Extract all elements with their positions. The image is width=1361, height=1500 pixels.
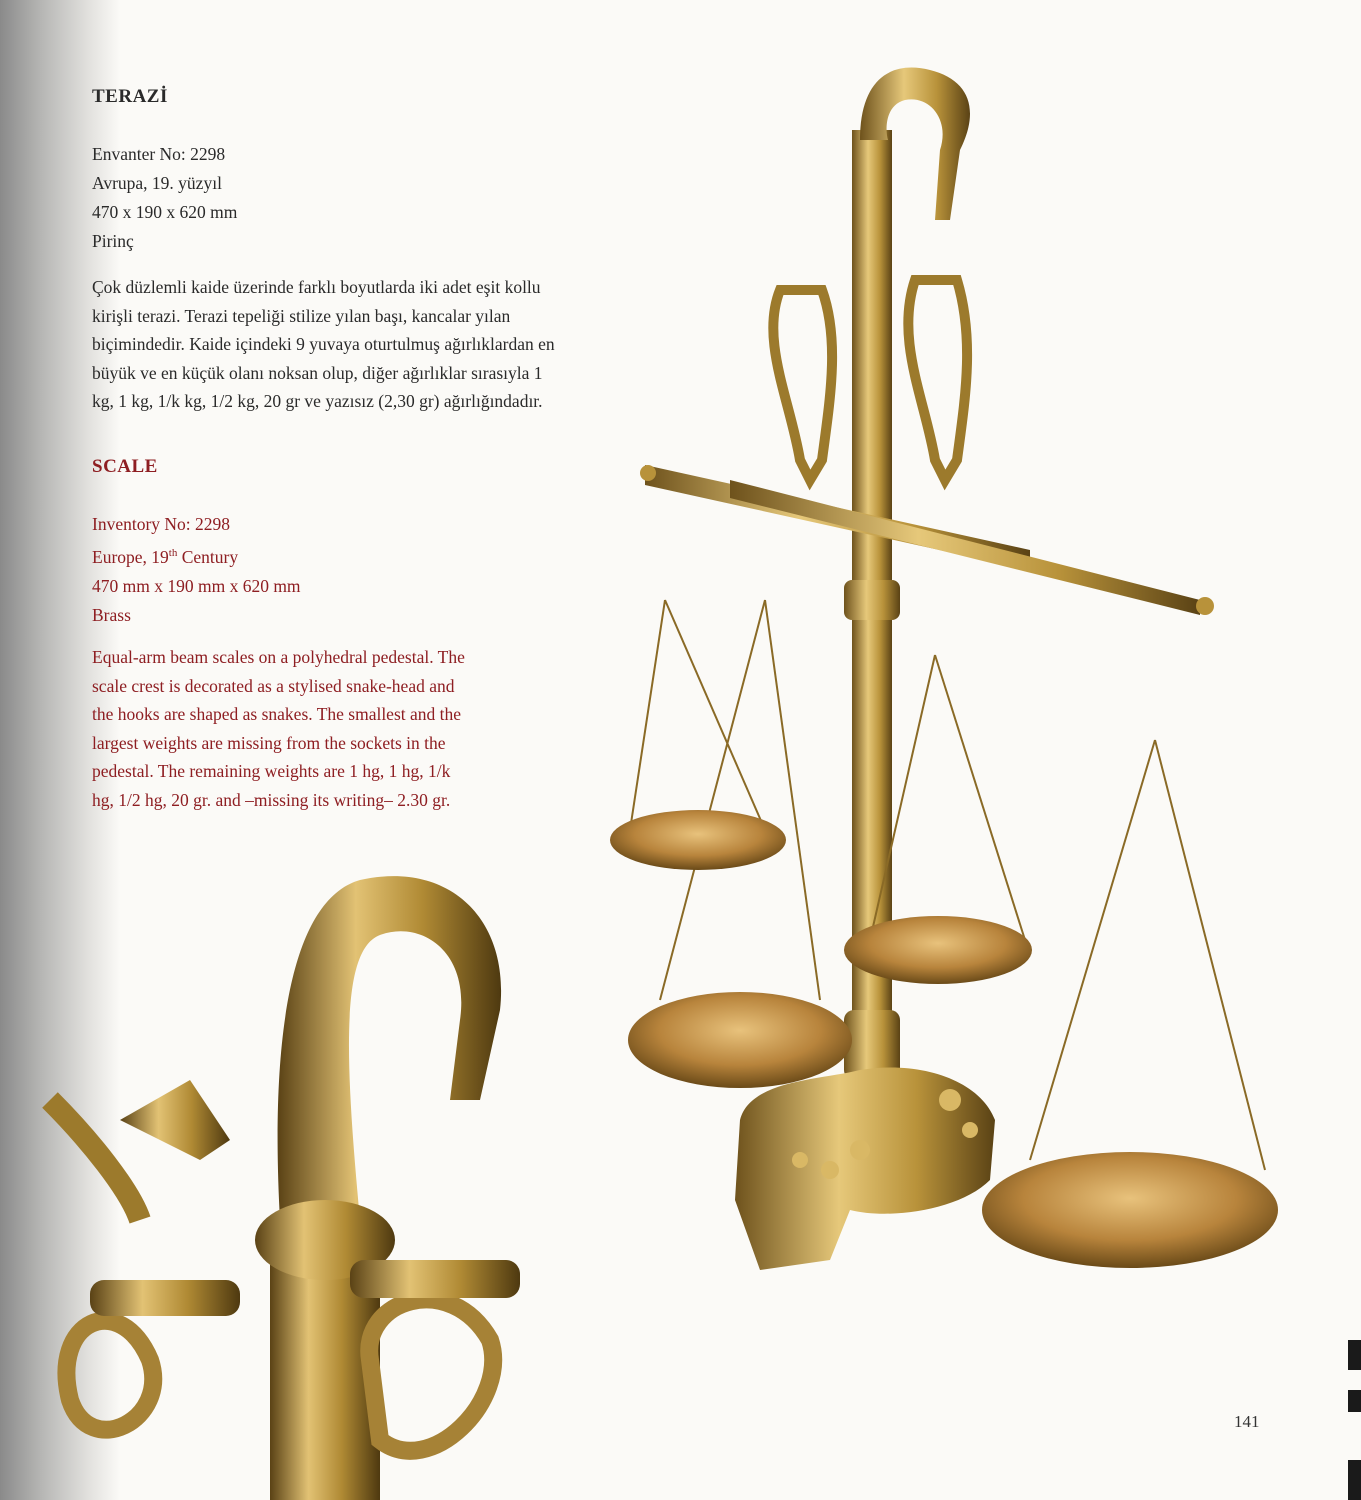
english-description xyxy=(92,643,602,814)
pan-large-left xyxy=(628,992,852,1088)
english-description-line: pedestal. The remaining weights are 1 hg, 1 hg, 1/k xyxy=(92,761,451,781)
page-edge-mark xyxy=(1348,1340,1361,1370)
detail-snake-head xyxy=(278,876,502,1220)
page-edge-mark xyxy=(1348,1390,1361,1412)
page-number: 141 xyxy=(1234,1412,1260,1431)
english-material: Brass xyxy=(92,604,131,625)
english-description-line: scale crest is decorated as a stylised snake-head and xyxy=(92,675,455,696)
turkish-title: TERAZİ xyxy=(92,86,168,107)
turkish-metadata xyxy=(92,140,237,256)
english-origin-superscript: th xyxy=(168,547,178,559)
turkish-inventory: Envanter No: 2298 xyxy=(92,144,226,164)
page-edge-mark xyxy=(1348,1460,1361,1500)
english-description-line: Equal-arm beam scales on a polyhedral pedestal. The xyxy=(92,647,465,667)
english-origin-prefix: Europe, 19 xyxy=(92,546,169,567)
turkish-origin: Avrupa, 19. yüzyıl xyxy=(92,173,222,193)
english-origin-suffix: Century xyxy=(177,546,239,567)
crest-detail-photo xyxy=(30,840,590,1500)
turkish-dimensions: 470 x 190 x 620 mm xyxy=(92,202,238,222)
english-dimensions: 470 mm x 190 mm x 620 mm xyxy=(92,575,301,596)
turkish-description-line: kirişli terazi. Terazi tepeliği stilize yılan başı, kancalar yılan xyxy=(92,305,511,326)
english-description-line: the hooks are shaped as snakes. The smallest and the xyxy=(92,704,462,724)
english-description-line: largest weights are missing from the sockets in the xyxy=(92,732,446,753)
scale-column xyxy=(852,130,892,1140)
turkish-description xyxy=(92,273,732,416)
english-origin xyxy=(92,539,301,572)
english-inventory: Inventory No: 2298 xyxy=(92,514,231,534)
turkish-description-line: Çok düzlemli kaide üzerinde farklı boyutlarda iki adet eşit kollu xyxy=(92,277,541,297)
english-metadata xyxy=(92,510,301,630)
turkish-description-line: büyük ve en küçük olanı noksan olup, diğer ağırlıklar sırasıyla 1 xyxy=(92,362,543,383)
pan-large-right xyxy=(982,1152,1278,1268)
english-description-line: hg, 1/2 hg, 20 gr. and –missing its writing– 2.30 gr. xyxy=(92,789,451,810)
scale-photo xyxy=(560,40,1320,1340)
large-beam xyxy=(730,480,1200,615)
pan-small-left xyxy=(610,810,786,870)
pan-small-right xyxy=(844,916,1032,984)
turkish-description-line: kg, 1 kg, 1/k kg, 1/2 kg, 20 gr ve yazısız (2,30 gr) ağırlığındadır. xyxy=(92,391,543,411)
english-title: SCALE xyxy=(92,456,158,477)
turkish-material: Pirinç xyxy=(92,231,134,251)
turkish-description-line: biçimindedir. Kaide içindeki 9 yuvaya oturtulmuş ağırlıklardan en xyxy=(92,334,555,354)
